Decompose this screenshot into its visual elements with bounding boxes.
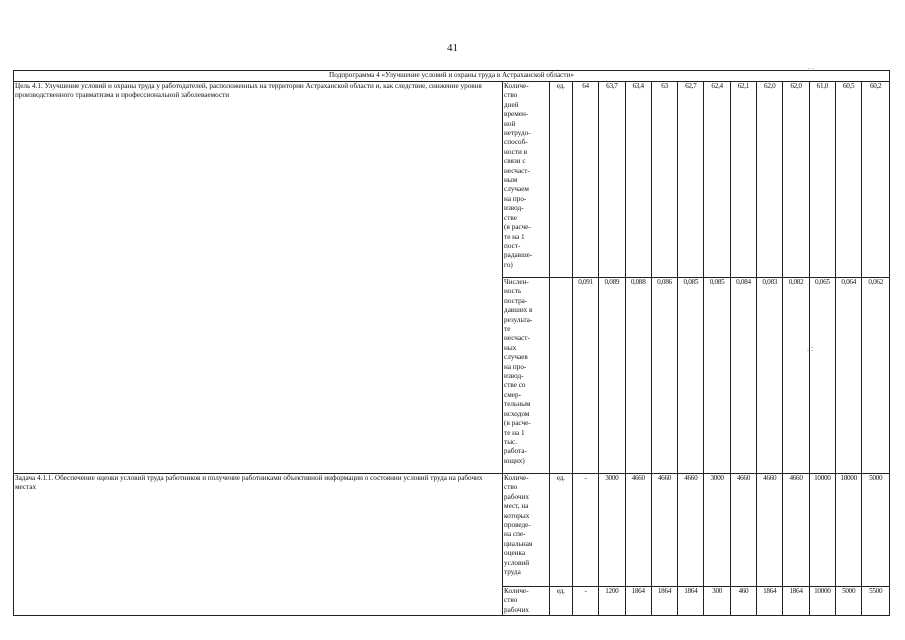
value-cell: 1864 [783, 587, 809, 616]
value-cell: 3000 [599, 474, 625, 587]
value-cell: 0,064 [836, 278, 862, 474]
value-cell: 60,2 [862, 82, 890, 278]
value-cell: 0,088 [625, 278, 651, 474]
page-number: 41 [447, 42, 458, 54]
value-cell: 300 [704, 587, 730, 616]
value-cell: 1864 [678, 587, 704, 616]
table-row [14, 82, 890, 278]
value-cell: 62,0 [757, 82, 783, 278]
subprogram-header: Подпрограмма 4 «Улучшение условий и охраны труда в Астраханской области» [14, 71, 890, 82]
scan-speck: . : [807, 344, 814, 353]
value-cell: 62,7 [678, 82, 704, 278]
value-cell: 4660 [783, 474, 809, 587]
value-cell: 1200 [599, 587, 625, 616]
value-cell: 460 [730, 587, 756, 616]
value-cell: 60,5 [836, 82, 862, 278]
value-cell: 1864 [651, 587, 677, 616]
value-cell: 0,062 [862, 278, 890, 474]
value-cell: 62,4 [704, 82, 730, 278]
value-cell: 4660 [730, 474, 756, 587]
value-cell: 63,4 [625, 82, 651, 278]
value-cell: 10000 [809, 474, 835, 587]
indicator-name: Количе- ство рабочих мест, на которых проведе- на спе- циальная оценка условий труда [503, 474, 550, 587]
value-cell: 62,0 [783, 82, 809, 278]
value-cell: 5000 [836, 587, 862, 616]
value-cell: 4660 [757, 474, 783, 587]
value-cell: 5500 [862, 587, 890, 616]
value-cell: 18000 [836, 474, 862, 587]
subprogram-table [13, 70, 890, 616]
value-cell: 64 [572, 82, 598, 278]
value-cell: 0,082 [783, 278, 809, 474]
indicator-name: Количе- ство дней времен- ной нетрудо- способ- ности в связи с несчаст- ным случаем на про- извод- стве (в расче- те на 1 пост- радавше- го) [503, 82, 550, 278]
value-cell: 0,083 [757, 278, 783, 474]
value-cell: 1864 [757, 587, 783, 616]
value-cell: 10000 [809, 587, 835, 616]
table-row [14, 474, 890, 587]
value-cell: 0,065 [809, 278, 835, 474]
value-cell: 62,1 [730, 82, 756, 278]
value-cell: 61,0 [809, 82, 835, 278]
value-cell: 0,084 [730, 278, 756, 474]
value-cell: 0,086 [651, 278, 677, 474]
indicator-name: Количе- ство рабочих [503, 587, 550, 616]
value-cell: - [572, 474, 598, 587]
unit-cell: ед. [549, 82, 572, 278]
goal-cell: Цель 4.1. Улучшение условий и охраны труда у работодателей, расположенных на территории Астраханской области и, как следствие, снижение уровня производственного травматизма и профессиональной заболеваемости [14, 82, 503, 474]
value-cell: 4660 [678, 474, 704, 587]
indicator-name: Числен- ность постра- давших в результа- те несчаст- ных случаев на про- извод- стве со смер- тельным исходом (в расче- те на 1 тыс. работа- ющих) [503, 278, 550, 474]
value-cell: 0,089 [599, 278, 625, 474]
task-cell: Задача 4.1.1. Обеспечение оценки условий труда работников и получение работниками объективной информации о состоянии условий труда на рабочих местах [14, 474, 503, 616]
value-cell: 4660 [625, 474, 651, 587]
unit-cell [549, 278, 572, 474]
value-cell: 0,085 [678, 278, 704, 474]
value-cell: 63 [651, 82, 677, 278]
value-cell: - [572, 587, 598, 616]
scan-speck: . . [808, 62, 814, 71]
value-cell: 4660 [651, 474, 677, 587]
value-cell: 0,085 [704, 278, 730, 474]
value-cell: 5000 [862, 474, 890, 587]
value-cell: 3000 [704, 474, 730, 587]
unit-cell: ед. [549, 474, 572, 587]
value-cell: 1864 [625, 587, 651, 616]
value-cell: 0,091 [572, 278, 598, 474]
unit-cell: ед. [549, 587, 572, 616]
value-cell: 63,7 [599, 82, 625, 278]
